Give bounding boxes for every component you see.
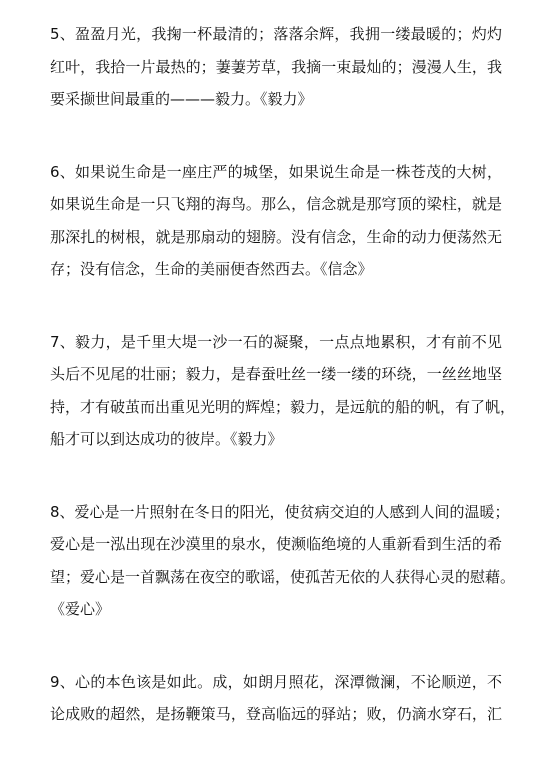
text-line: 《爱心》 [50, 600, 111, 618]
paragraph-6 [50, 156, 502, 286]
document-page [50, 18, 516, 771]
text-line: 爱心是一泓出现在沙漠里的泉水，使濒临绝境的人重新看到生活的希 [50, 535, 502, 553]
text-line: 那深扎的树根，就是那扇动的翅膀。没有信念，生命的动力便荡然无 [50, 227, 502, 246]
text-line: 8、爱心是一片照射在冬日的阳光，使贫病交迫的人感到人间的温暖； [50, 502, 510, 521]
text-line: 论成败的超然，是扬鞭策马，登高临远的驿站；败，仍滴水穿石，汇 [50, 705, 502, 723]
text-line: 红叶，我拾一片最热的；萋萋芳草，我摘一束最灿的；漫漫人生，我 [50, 57, 502, 76]
paragraph-5 [50, 18, 502, 116]
text-line: 如果说生命是一只飞翔的海鸟。那么，信念就是那穹顶的梁柱，就是 [50, 195, 502, 213]
text-line: 存；没有信念，生命的美丽便杳然西去。《信念》 [50, 260, 373, 278]
text-line: 望；爱心是一首飘荡在夜空的歌谣，使孤苦无依的人获得心灵的慰藉。 [50, 567, 516, 586]
paragraph-7 [50, 326, 516, 456]
text-line: 头后不见尾的壮丽；毅力，是春蚕吐丝一缕一缕的环绕，一丝丝地坚 [50, 365, 502, 383]
paragraph-8 [50, 496, 516, 626]
text-line: 7、毅力，是千里大堤一沙一石的凝聚，一点点地累积，才有前不见 [50, 332, 502, 351]
text-line: 船才可以到达成功的彼岸。《毅力》 [50, 430, 283, 448]
text-line: 要采撷世间最重的———毅力。《毅力》 [50, 90, 313, 108]
text-line: 6、如果说生命是一座庄严的城堡，如果说生命是一株苍茂的大树， [50, 162, 502, 181]
paragraph-9 [50, 666, 502, 731]
text-line: 9、心的本色该是如此。成，如朗月照花，深潭微澜，不论顺逆，不 [50, 672, 502, 691]
text-line: 持，才有破茧而出重见光明的辉煌；毅力，是远航的船的帆，有了帆， [50, 397, 516, 416]
text-line: 5、盈盈月光，我掬一杯最清的；落落余辉，我拥一缕最暖的；灼灼 [50, 25, 502, 43]
